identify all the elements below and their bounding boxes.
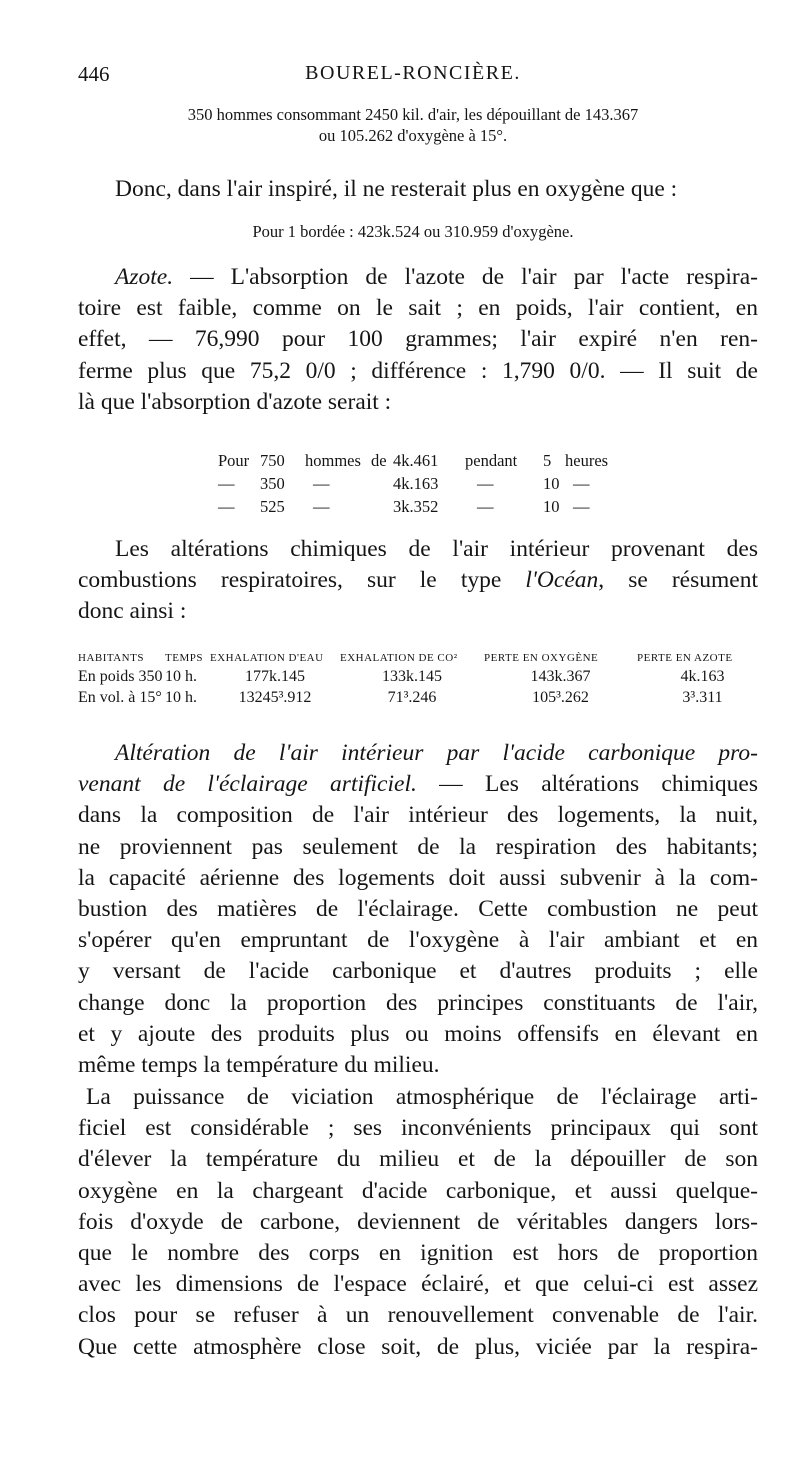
table-cell: 3k.352: [393, 497, 439, 516]
top-note-line: 350 hommes consommant 2450 kil. d'air, les dépouillant de 143.367: [187, 105, 639, 124]
table-cell: 10 h.: [165, 689, 197, 706]
table-cell: 4k.163: [680, 668, 725, 685]
table-cell: En vol. à 15°: [78, 689, 162, 706]
table-cell: 5: [543, 451, 552, 470]
results-table: [78, 652, 768, 708]
table-cell: 10 h.: [165, 668, 197, 685]
section-heading-eclairage: Altération de l'air intérieur par l'acide carbonique pro-: [115, 740, 758, 766]
text-line: donc ainsi :: [78, 598, 187, 625]
table-row: [218, 495, 608, 518]
text-line: ne proviennent pas seulement de la respiration des habitants;: [78, 833, 758, 860]
text-line: dans la composition de l'air intérieur des logements, la nuit,: [78, 802, 758, 829]
text-line: y versant de l'acide carbonique et d'autres produits ; elle: [78, 958, 758, 985]
table-row: [78, 687, 768, 708]
text-line: Que cette atmosphère close soit, de plus, viciée par la respira-: [78, 1333, 758, 1360]
text-line: bustion des matières de l'éclairage. Cette combustion ne peut: [78, 896, 758, 923]
table-cell: —: [477, 474, 494, 493]
table-cell: 177k.145: [245, 668, 305, 685]
text-line: d'élever la température du milieu et de la dépouiller de son: [78, 1146, 758, 1173]
column-header: EXHALATION DE CO²: [340, 652, 458, 664]
text-line: ficiel est considérable ; ses inconvénients principaux qui sont: [78, 1115, 758, 1142]
column-header: EXHALATION D'EAU: [210, 652, 324, 664]
table-cell: 143k.367: [530, 668, 591, 685]
text-line: effet, — 76,990 pour 100 grammes; l'air expiré n'en ren-: [78, 326, 758, 353]
table-cell: 350: [260, 474, 285, 493]
page-number: 446: [78, 62, 110, 86]
column-header: PERTE EN OXYGÈNE: [484, 652, 599, 664]
table-cell: 4k.163: [393, 474, 439, 493]
column-header: PERTE EN AZOTE: [637, 652, 733, 664]
text-line: Les altérations chimiques de l'air intérieur provenant des: [115, 536, 758, 562]
text-line: la capacité aérienne des logements doit aussi subvenir à la com-: [78, 864, 758, 891]
table-cell: 71³.246: [387, 689, 437, 706]
column-header: HABITANTS: [78, 652, 144, 664]
table-cell: —: [313, 474, 330, 493]
table-cell: 105³.262: [532, 689, 589, 706]
table-cell: pendant: [465, 451, 518, 470]
text-line: change donc la proportion des principes constituants de l'air,: [78, 989, 758, 1016]
paragraph-eclairage: [78, 738, 758, 1081]
running-head: [78, 62, 748, 92]
table-row: [218, 449, 608, 472]
table-cell: —: [477, 497, 494, 516]
table-cell: —: [573, 497, 590, 516]
table-cell: —: [218, 497, 235, 516]
table-cell: —: [218, 474, 235, 493]
text-line: Azote. — L'absorption de l'azote de l'air par l'acte respira-: [115, 264, 758, 290]
table-cell: [371, 472, 393, 495]
table-cell: Pour: [218, 451, 250, 470]
table-cell: —: [313, 497, 330, 516]
top-note-line: ou 105.262 d'oxygène à 15°.: [318, 126, 508, 145]
table-cell: 10: [543, 497, 560, 516]
text-line: fois d'oxyde de carbone, deviennent de véritables dangers lors-: [78, 1208, 758, 1235]
text-line: et y ajoute des produits plus ou moins offensifs en élevant en: [78, 1020, 758, 1047]
table-cell: de: [371, 451, 387, 470]
running-title: BOUREL-RONCIÈRE.: [305, 62, 521, 84]
table-cell: [371, 495, 393, 518]
text-line: là que l'absorption d'azote serait :: [78, 388, 392, 415]
table-cell: hommes: [305, 451, 361, 470]
text-line: combustions respiratoires, sur le type l'Océan, se résument: [78, 567, 758, 594]
table-cell: —: [573, 474, 590, 493]
table-cell: En poids 350: [78, 668, 163, 685]
text-line: ferme plus que 75,2 0/0 ; différence : 1,790 0/0. — Il suit de: [78, 357, 758, 384]
text-line: avec les dimensions de l'espace éclairé, et que celui-ci est assez: [78, 1271, 758, 1298]
text-line: venant de l'éclairage artificiel. — Les altérations chimiques: [78, 771, 758, 798]
table-row: [218, 472, 608, 495]
oxygen-remaining-note: Pour 1 bordée : 423k.524 ou 310.959 d'oxygène.: [252, 222, 574, 241]
text-line: s'opérer qu'en empruntant de l'oxygène à l'air ambiant et en: [78, 927, 758, 954]
table-cell: 3³.311: [682, 689, 723, 706]
table-cell: 10: [543, 474, 560, 493]
table-cell: 750: [260, 451, 285, 470]
text-line: [78, 738, 758, 769]
conclusion-line: Donc, dans l'air inspiré, il ne resterait plus en oxygène que :: [115, 176, 678, 202]
table-header-row: [78, 652, 768, 664]
text-line: clos pour se refuser à un renouvellement convenable de l'air.: [78, 1302, 758, 1329]
section-heading-eclairage-cont: venant de l'éclairage artificiel.: [78, 771, 417, 798]
text-line: oxygène en la chargeant d'acide carbonique, et aussi quelque-: [78, 1177, 758, 1204]
table-cell: 13245³.912: [238, 689, 312, 706]
paragraph-azote: [78, 262, 758, 418]
table-cell: 4k.461: [393, 451, 439, 470]
table-cell: 133k.145: [382, 668, 442, 685]
table-cell: 525: [260, 497, 285, 516]
column-header: TEMPS: [165, 652, 203, 664]
table-cell: heures: [565, 451, 609, 470]
paragraph-puissance: [78, 1082, 758, 1363]
table-row: [78, 666, 768, 687]
top-note: [78, 104, 748, 146]
ship-name: l'Océan: [525, 567, 599, 594]
paragraph-alterations: [78, 534, 758, 628]
text-line: toire est faible, comme on le sait ; en poids, l'air contient, en: [78, 295, 758, 322]
text-line: La puissance de viciation atmosphérique de l'éclairage arti-: [86, 1084, 758, 1110]
azote-absorption-table: [218, 449, 608, 518]
section-heading-azote: Azote.: [115, 264, 174, 290]
text-line: que le nombre des corps en ignition est hors de proportion: [78, 1240, 758, 1267]
text-line: même temps la température du milieu.: [78, 1052, 440, 1079]
